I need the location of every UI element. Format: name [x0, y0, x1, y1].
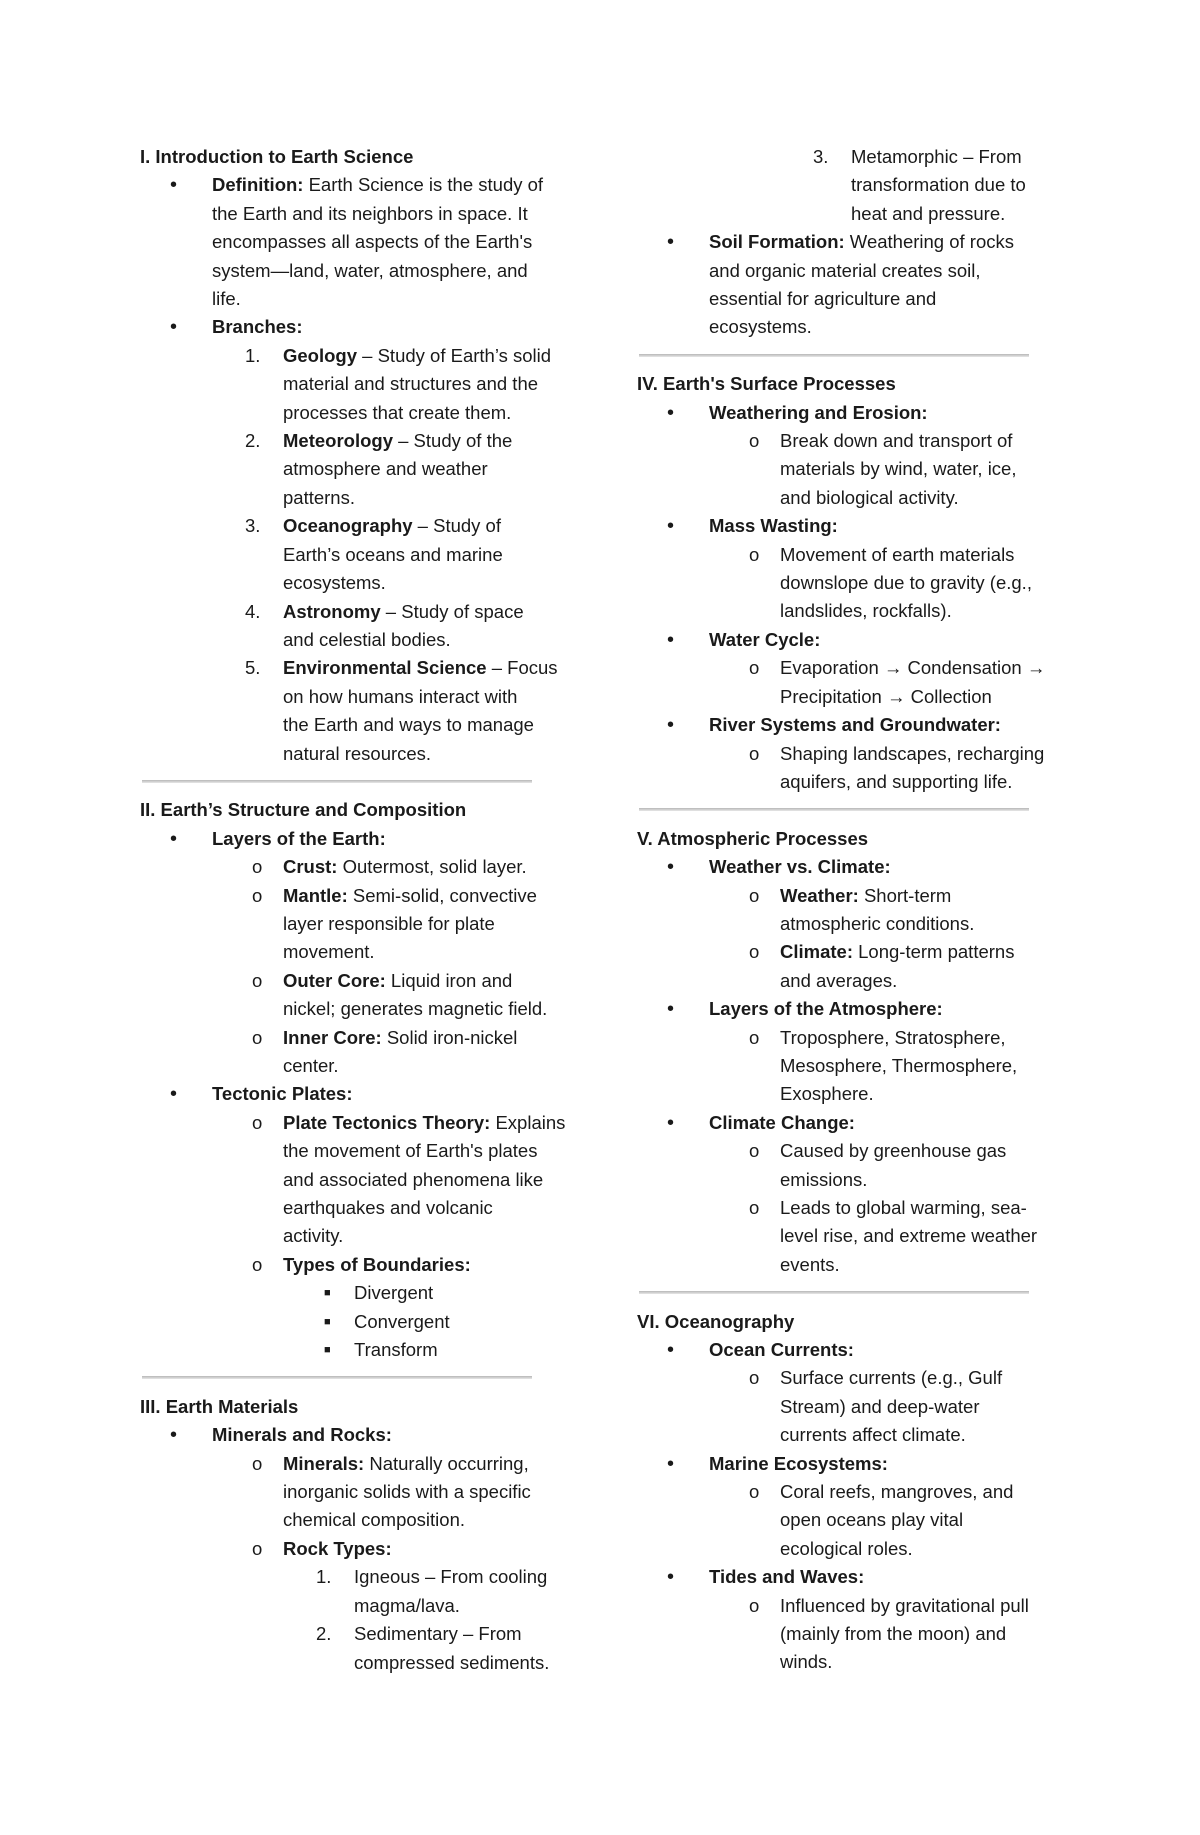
bullet-icon: •	[170, 316, 178, 339]
bullet-icon: •	[667, 1566, 675, 1589]
circle-bullet-icon: o	[252, 1026, 263, 1048]
list-item-mass-wasting: • Mass Wasting:	[637, 512, 1067, 540]
boundary-item: ■ Convergent	[140, 1308, 570, 1336]
list-item-marine-ecosystems: • Marine Ecosystems:	[637, 1450, 1067, 1478]
section-title-atmospheric: V. Atmospheric Processes	[637, 827, 869, 849]
climate-item: o Climate: Long-term patterns	[637, 938, 1067, 966]
sub-item: o Surface currents (e.g., Gulf	[637, 1364, 1067, 1392]
circle-bullet-icon: o	[252, 856, 263, 878]
circle-bullet-icon: o	[749, 742, 760, 764]
rock-type-item: 1. Igneous – From cooling	[316, 1566, 548, 1588]
sub-item: o Caused by greenhouse gas	[637, 1137, 1067, 1165]
circle-bullet-icon: o	[749, 1197, 760, 1218]
list-item-minerals-rocks: • Minerals and Rocks:	[140, 1421, 570, 1449]
circle-bullet-icon: o	[749, 1594, 760, 1616]
circle-bullet-icon: o	[749, 1367, 760, 1389]
left-column: I. Introduction to Earth Science • Definition: Earth Science is the study of the Earth and its neighbors in space. It encompasses all aspects of the Earth's system—land, water, atmosphere, and life. • Branches: 1. Geology – Study of Earth’s solid material and structures and the processes that create them. 2. Meteorology – Study of the atmosphere and weather patterns. 3. Oceanography – Study of Earth’s oceans and marine ecosystems. 4. Astronomy – Study of space and celestial bodies. 5. Environmental Science – Focus on how humans interact with the Earth and ways to manage natural resources. II. Earth’s Structure and Composition • Layers of the Earth: o Crust: Outermost, solid layer. o Mantle: Semi-solid, convective layer responsible for plate movement. o Outer Core: Liquid iron and nickel; generates magnetic field. o Inner Core: Solid iron-nickel center. • Tectonic Plates: o Plate Tectonics Theory: Explains the movement of Earth's plates and associated phenomena like earthquakes and volcanic activity. o Types of Boundaries: ■ Divergent ■ Convergent ■ Transform III. Earth Materials • Minerals and Rocks: o Minerals: Naturally occurring, inorganic solids with a specific chemical composition. o Rock Types: 1. Igneous – From cooling magma/lava. 2. Sedimentary – From compressed sediments.	[140, 143, 570, 1677]
section-divider	[140, 1364, 570, 1392]
boundary-item: ■ Transform	[140, 1336, 570, 1364]
list-item-definition: • Definition: Earth Science is the study of	[140, 171, 570, 199]
minerals-item: o Minerals: Naturally occurring,	[140, 1450, 570, 1478]
boundary-item: ■ Divergent	[140, 1279, 570, 1307]
branch-item: 2. Meteorology – Study of the	[245, 430, 513, 452]
branch-item: 3. Oceanography – Study of	[245, 515, 501, 537]
list-item-water-cycle: • Water Cycle:	[637, 626, 1067, 654]
circle-bullet-icon: o	[749, 543, 760, 565]
section-divider	[637, 1279, 1067, 1307]
bullet-icon: •	[667, 998, 675, 1021]
section-title-oceanography: VI. Oceanography	[637, 1310, 795, 1332]
circle-bullet-icon: o	[749, 1481, 760, 1503]
weather-item: o Weather: Short-term	[637, 882, 1067, 910]
layer-item: o Mantle: Semi-solid, convective	[140, 882, 570, 910]
sub-item: o Evaporation → Condensation →	[637, 654, 1067, 682]
sub-item: o Break down and transport of	[637, 427, 1067, 455]
layer-item: o Crust: Outermost, solid layer.	[140, 853, 570, 881]
section-title-structure: II. Earth’s Structure and Composition	[140, 799, 467, 821]
section-divider	[637, 796, 1067, 824]
circle-bullet-icon: o	[252, 969, 263, 991]
square-bullet-icon: ■	[324, 1315, 331, 1328]
bullet-icon: •	[170, 1083, 178, 1106]
circle-bullet-icon: o	[252, 884, 263, 906]
sub-item: o Shaping landscapes, recharging	[637, 740, 1067, 768]
list-item-layers: • Layers of the Earth:	[140, 825, 570, 853]
bullet-icon: •	[170, 1424, 178, 1447]
list-item-weather-climate: • Weather vs. Climate:	[637, 853, 1067, 881]
circle-bullet-icon: o	[252, 1253, 263, 1275]
bullet-icon: •	[667, 1339, 675, 1362]
sub-item: o Leads to global warming, sea-	[637, 1194, 1067, 1222]
bullet-icon: •	[667, 231, 675, 254]
circle-bullet-icon: o	[749, 1140, 760, 1162]
circle-bullet-icon: o	[749, 884, 760, 906]
sub-item: o Coral reefs, mangroves, and	[637, 1478, 1067, 1506]
bullet-icon: •	[667, 1111, 675, 1134]
circle-bullet-icon: o	[749, 941, 760, 963]
list-item-tectonic-plates: • Tectonic Plates:	[140, 1080, 570, 1108]
list-item-soil-formation: • Soil Formation: Weathering of rocks	[637, 228, 1067, 256]
list-item-ocean-currents: • Ocean Currents:	[637, 1336, 1067, 1364]
list-item-tides-waves: • Tides and Waves:	[637, 1563, 1067, 1591]
sub-item: o Influenced by gravitational pull	[637, 1592, 1067, 1620]
right-column: 3. Metamorphic – From transformation due to heat and pressure. • Soil Formation: Weathering of rocks and organic material creates soil, essential for agriculture and ecosystems. IV. Earth's Surface Processes • Weathering and Erosion: o Break down and transport of materials by wind, water, ice, and biological activity. • Mass Wasting: o Movement of earth materials downslope due to gravity (e.g., landslides, rockfalls). • Water Cycle: o Evaporation → Condensation → Precipitation → Collection • River Systems and Groundwater: o Shaping landscapes, recharging aquifers, and supporting life. V. Atmospheric Processes • Weather vs. Climate: o Weather: Short-term atmospheric conditions. o Climate: Long-term patterns and averages. • Layers of the Atmosphere: o Troposphere, Stratosphere, Mesosphere, Thermosphere, Exosphere. • Climate Change: o Caused by greenhouse gas emissions. o Leads to global warming, sea- level rise, and extreme weather events. VI. Oceanography • Ocean Currents: o Surface currents (e.g., Gulf Stream) and deep-water currents affect climate. • Marine Ecosystems: o Coral reefs, mangroves, and open oceans play vital ecological roles. • Tides and Waves: o Influenced by gravitational pull (mainly from the moon) and winds.	[637, 143, 1067, 1677]
section-title-introduction: I. Introduction to Earth Science	[140, 146, 414, 167]
layer-item: o Inner Core: Solid iron-nickel	[140, 1024, 570, 1052]
branch-item: 1. Geology – Study of Earth’s solid	[245, 344, 552, 366]
bullet-icon: •	[667, 1452, 675, 1475]
circle-bullet-icon: o	[749, 430, 760, 452]
bullet-icon: •	[667, 401, 675, 424]
sub-item: o Troposphere, Stratosphere,	[637, 1024, 1067, 1052]
list-item-weathering: • Weathering and Erosion:	[637, 399, 1067, 427]
bullet-icon: •	[170, 174, 178, 197]
circle-bullet-icon: o	[252, 1537, 263, 1559]
branch-item: 4. Astronomy – Study of space	[245, 600, 524, 622]
layer-item: o Outer Core: Liquid iron and	[140, 967, 570, 995]
boundaries-item: o Types of Boundaries:	[140, 1251, 570, 1279]
list-item-climate-change: • Climate Change:	[637, 1109, 1067, 1137]
bullet-icon: •	[667, 714, 675, 737]
list-item-river-systems: • River Systems and Groundwater:	[637, 711, 1067, 739]
list-item-branches: • Branches:	[140, 313, 570, 341]
section-divider	[140, 768, 570, 796]
circle-bullet-icon: o	[252, 1452, 263, 1474]
rock-types-item: o Rock Types:	[140, 1535, 570, 1563]
section-title-materials: III. Earth Materials	[140, 1395, 299, 1417]
rock-type-item: 2. Sedimentary – From	[316, 1623, 522, 1645]
square-bullet-icon: ■	[324, 1287, 331, 1300]
list-item-atmosphere-layers: • Layers of the Atmosphere:	[637, 995, 1067, 1023]
rock-type-item: 3. Metamorphic – From	[813, 146, 1022, 167]
section-divider	[637, 342, 1067, 370]
circle-bullet-icon: o	[252, 1111, 263, 1133]
bullet-icon: •	[667, 515, 675, 538]
section-title-surface-processes: IV. Earth's Surface Processes	[637, 373, 896, 395]
plate-theory-item: o Plate Tectonics Theory: Explains	[140, 1109, 570, 1137]
bullet-icon: •	[170, 827, 178, 850]
sub-item: o Movement of earth materials	[637, 541, 1067, 569]
circle-bullet-icon: o	[749, 657, 760, 679]
branch-item: 5. Environmental Science – Focus	[245, 657, 558, 679]
bullet-icon: •	[667, 628, 675, 651]
circle-bullet-icon: o	[749, 1026, 760, 1048]
square-bullet-icon: ■	[324, 1344, 331, 1357]
bullet-icon: •	[667, 856, 675, 879]
